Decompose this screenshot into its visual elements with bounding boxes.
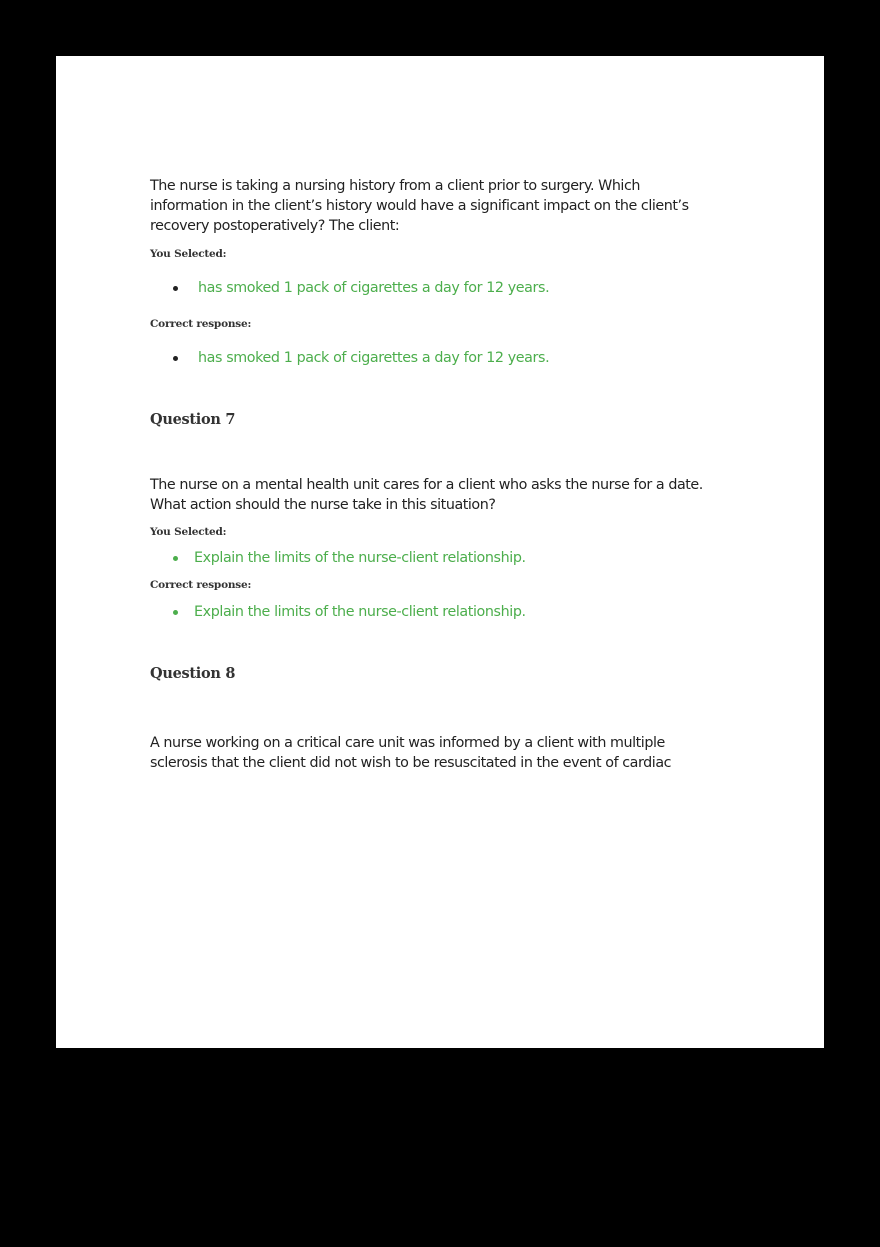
question-6-stem-line-1: The nurse is taking a nursing history from a client prior to surgery. Which — [150, 178, 640, 194]
question-7-heading: Question 7 — [150, 411, 236, 428]
question-7-stem-line-2: What action should the nurse take in this situation? — [150, 497, 496, 513]
correct-answer-text: has smoked 1 pack of cigarettes a day for 12 years. — [198, 350, 550, 366]
selected-answer-item — [150, 548, 526, 568]
correct-response-label: Correct response: — [150, 318, 252, 330]
question-8-stem-line-2: sclerosis that the client did not wish to be resuscitated in the event of cardiac — [150, 755, 672, 771]
correct-response-label: Correct response: — [150, 579, 252, 591]
document-page — [56, 56, 824, 1048]
you-selected-label: You Selected: — [150, 526, 227, 538]
question-8-heading: Question 8 — [150, 665, 236, 682]
selected-answer-text: has smoked 1 pack of cigarettes a day for 12 years. — [198, 280, 550, 296]
correct-answer-item — [150, 348, 549, 368]
correct-answer-item — [150, 602, 526, 622]
correct-answer-text: Explain the limits of the nurse-client relationship. — [194, 604, 526, 620]
question-6-stem-line-2: information in the client’s history would have a significant impact on the client’s — [150, 198, 689, 214]
selected-answer-item — [150, 278, 549, 298]
question-6-stem-line-3: recovery postoperatively? The client: — [150, 218, 400, 234]
selected-answer-text: Explain the limits of the nurse-client relationship. — [194, 550, 526, 566]
question-7-stem-line-1: The nurse on a mental health unit cares for a client who asks the nurse for a date. — [150, 477, 703, 493]
question-8-stem-line-1: A nurse working on a critical care unit was informed by a client with multiple — [150, 735, 665, 751]
you-selected-label: You Selected: — [150, 248, 227, 260]
